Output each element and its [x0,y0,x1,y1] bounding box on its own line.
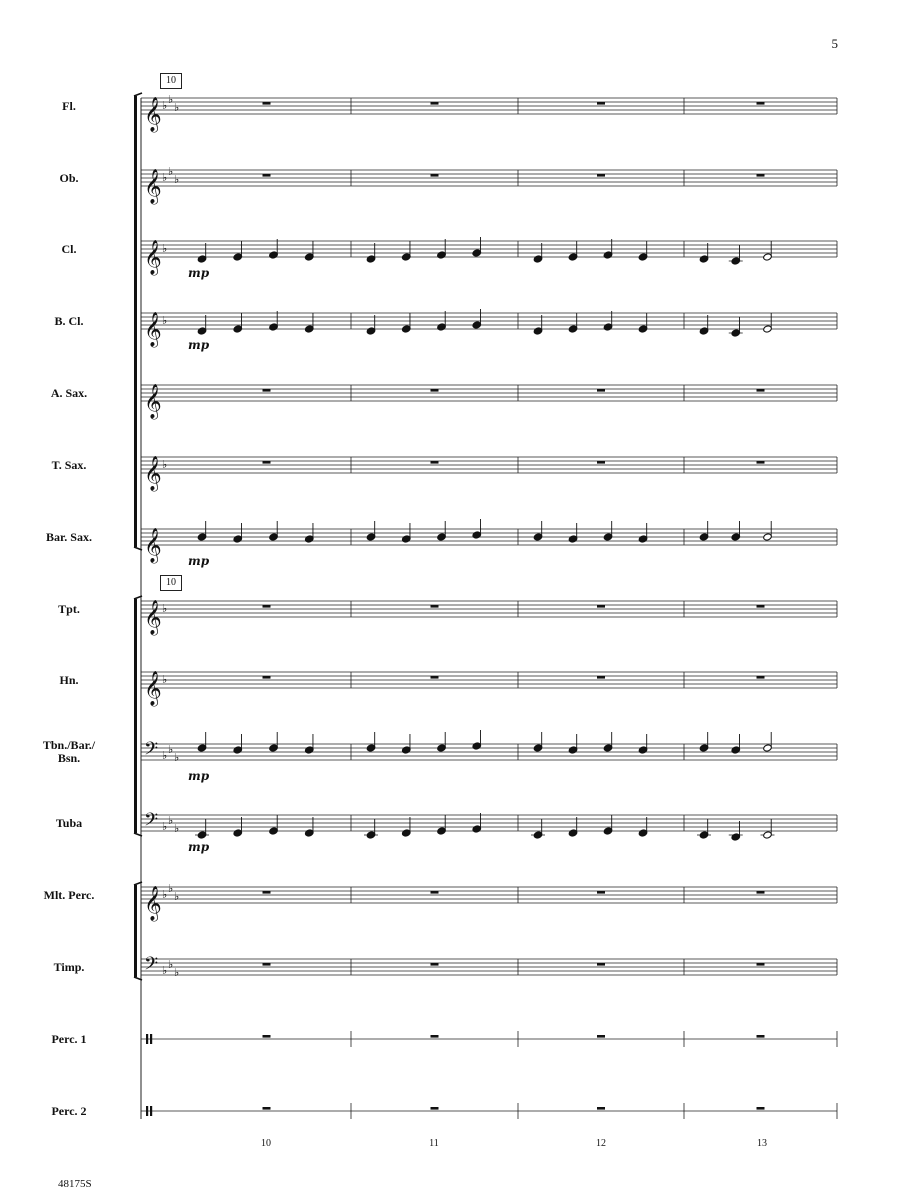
flat-icon: ♭ [174,101,180,114]
whole-rest [597,389,605,392]
whole-rest [757,1107,765,1110]
instrument-label: Perc. 1 [51,1031,87,1046]
whole-rest [263,461,271,464]
instrument-label: Perc. 2 [51,1103,87,1118]
treble-clef-icon: 𝄞 [144,456,162,491]
whole-rest [431,891,439,894]
whole-rest [757,102,765,105]
percussion-clef-icon [150,1034,152,1044]
instrument-label: Timp. [53,959,85,974]
whole-rest [597,963,605,966]
whole-rest [757,676,765,679]
group-bracket [134,885,137,977]
flat-icon: ♭ [174,890,180,903]
group-bracket [134,96,137,547]
bass-clef-icon: 𝄢 [144,810,159,835]
measure-number: 10 [261,1138,271,1149]
instrument-label: Fl. [62,98,76,113]
whole-rest [597,1035,605,1038]
flat-icon: ♭ [162,749,168,762]
flat-icon: ♭ [168,743,174,756]
rehearsal-mark: 10 [160,73,182,89]
whole-rest [757,461,765,464]
flat-icon: ♭ [162,820,168,833]
instrument-label: B. Cl. [54,313,84,328]
measure-number: 13 [757,1138,767,1149]
whole-rest [431,461,439,464]
whole-rest [263,102,271,105]
dynamic-mp: mp [188,338,210,352]
whole-rest [431,963,439,966]
whole-rest [597,1107,605,1110]
percussion-clef-icon [150,1106,152,1116]
flat-icon: ♭ [162,602,168,615]
instrument-label: Hn. [59,672,79,687]
whole-rest [597,461,605,464]
flat-icon: ♭ [162,171,168,184]
flat-icon: ♭ [162,458,168,471]
instrument-label: Bar. Sax. [46,529,92,544]
rehearsal-mark: 10 [160,575,182,591]
flat-icon: ♭ [174,966,180,979]
flat-icon: ♭ [162,314,168,327]
whole-rest [757,174,765,177]
whole-rest [597,891,605,894]
whole-rest [263,174,271,177]
whole-rest [757,1035,765,1038]
measure-number: 11 [429,1138,439,1149]
instrument-label: Tuba [55,815,83,830]
whole-rest [597,605,605,608]
whole-rest [757,963,765,966]
dynamic-mp: mp [188,266,210,280]
bass-clef-icon: 𝄢 [144,739,159,764]
instrument-label: A. Sax. [50,385,88,400]
flat-icon: ♭ [162,964,168,977]
whole-rest [263,605,271,608]
treble-clef-icon: 𝄞 [144,312,162,347]
treble-clef-icon: 𝄞 [144,97,162,132]
catalog-number: 48175S [58,1178,92,1190]
whole-rest [597,676,605,679]
flat-icon: ♭ [168,882,174,895]
treble-clef-icon: 𝄞 [144,886,162,921]
whole-rest [431,605,439,608]
treble-clef-icon: 𝄞 [144,169,162,204]
whole-rest [757,389,765,392]
treble-clef-icon: 𝄞 [144,600,162,635]
group-bracket [134,599,137,833]
bass-clef-icon: 𝄢 [144,954,159,979]
treble-clef-icon: 𝄞 [144,528,162,563]
flat-icon: ♭ [162,99,168,112]
flat-icon: ♭ [174,751,180,764]
instrument-label: Tbn./Bar./ Bsn. [42,738,96,765]
whole-rest [263,389,271,392]
whole-rest [431,676,439,679]
whole-rest [431,174,439,177]
bracket-hook [134,93,142,96]
flat-icon: ♭ [162,242,168,255]
dynamic-mp: mp [188,840,210,854]
flat-icon: ♭ [168,958,174,971]
whole-rest [431,389,439,392]
treble-clef-icon: 𝄞 [144,671,162,706]
measure-number: 12 [596,1138,606,1149]
flat-icon: ♭ [174,822,180,835]
instrument-label: Mlt. Perc. [43,887,95,902]
whole-rest [597,174,605,177]
whole-rest [263,1107,271,1110]
instrument-label: Cl. [61,241,77,256]
flat-icon: ♭ [168,165,174,178]
whole-rest [597,102,605,105]
whole-rest [757,605,765,608]
treble-clef-icon: 𝄞 [144,384,162,419]
percussion-clef-icon [146,1106,148,1116]
whole-rest [757,891,765,894]
whole-rest [263,891,271,894]
flat-icon: ♭ [162,673,168,686]
dynamic-mp: mp [188,554,210,568]
whole-rest [431,1107,439,1110]
whole-rest [431,1035,439,1038]
whole-rest [263,963,271,966]
flat-icon: ♭ [162,888,168,901]
treble-clef-icon: 𝄞 [144,240,162,275]
flat-icon: ♭ [168,814,174,827]
flat-icon: ♭ [168,93,174,106]
dynamic-mp: mp [188,769,210,783]
instrument-label: Tpt. [58,601,80,616]
whole-rest [431,102,439,105]
whole-rest [263,1035,271,1038]
instrument-label: T. Sax. [51,457,87,472]
whole-rest [263,676,271,679]
percussion-clef-icon [146,1034,148,1044]
instrument-label: Ob. [59,170,79,185]
flat-icon: ♭ [174,173,180,186]
page-number: 5 [831,36,838,51]
